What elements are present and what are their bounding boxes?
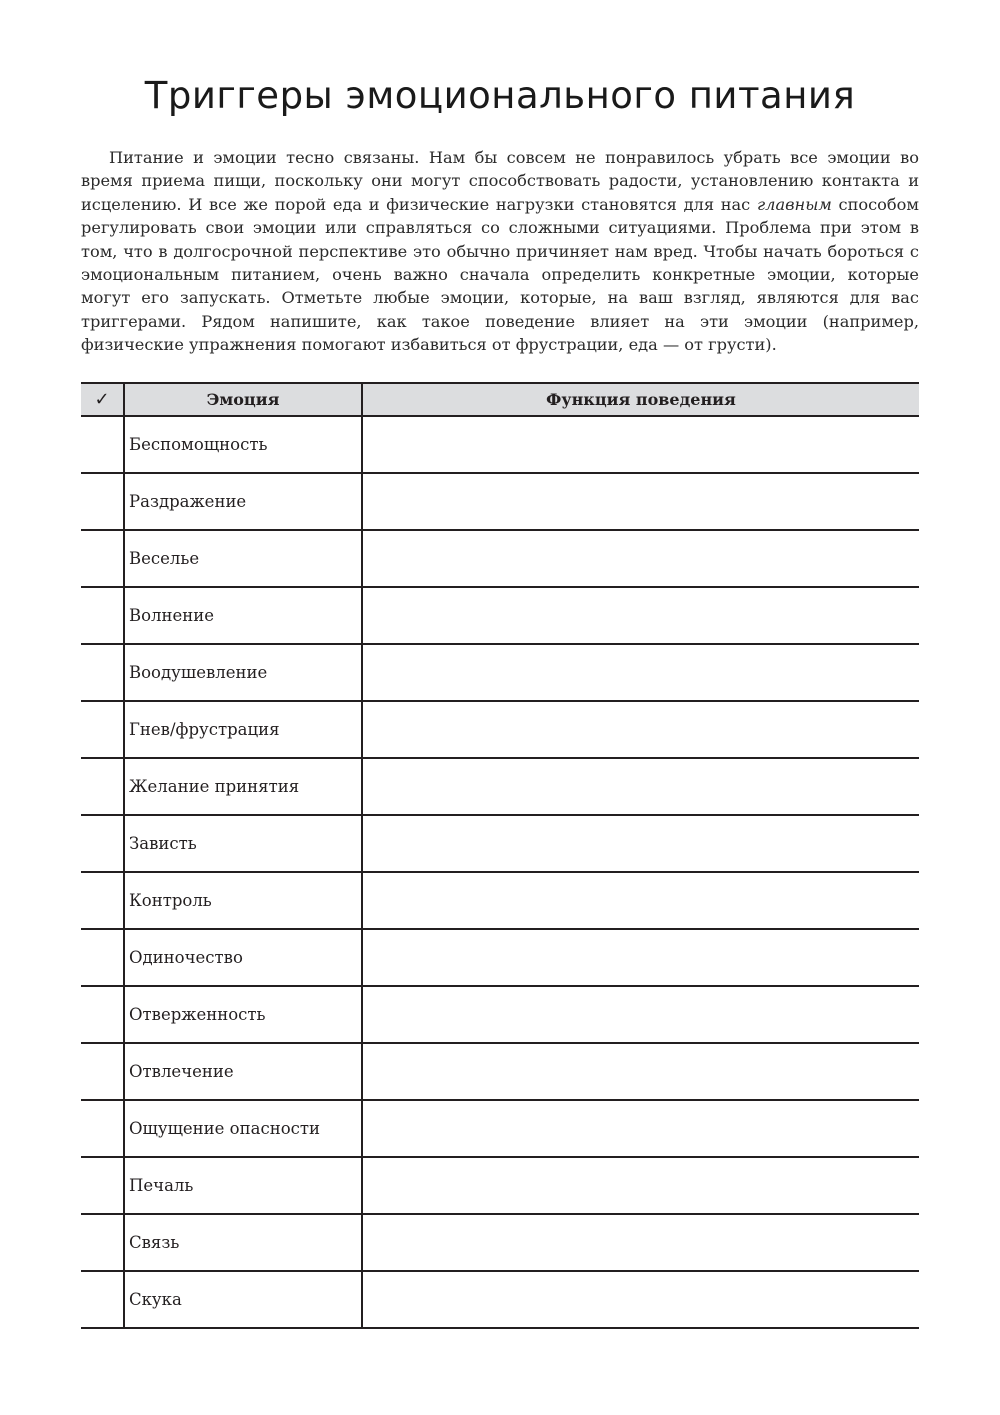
table-row xyxy=(81,1271,919,1328)
table-row xyxy=(81,1043,919,1100)
emotion-cell: Отверженность xyxy=(124,986,362,1043)
emotion-cell: Гнев/фрустрация xyxy=(124,701,362,758)
table-row xyxy=(81,587,919,644)
check-cell[interactable] xyxy=(81,986,124,1043)
check-cell[interactable] xyxy=(81,815,124,872)
function-cell[interactable] xyxy=(362,929,919,986)
function-cell[interactable] xyxy=(362,872,919,929)
check-cell[interactable] xyxy=(81,1271,124,1328)
emotion-cell: Отвлечение xyxy=(124,1043,362,1100)
emotion-cell: Скука xyxy=(124,1271,362,1328)
function-cell[interactable] xyxy=(362,416,919,473)
intro-emphasis: главным xyxy=(756,194,832,214)
header-check xyxy=(81,383,124,416)
table-header-row xyxy=(81,383,919,416)
checkmark-icon: ✓ xyxy=(94,389,110,410)
table-row xyxy=(81,815,919,872)
function-cell[interactable] xyxy=(362,1043,919,1100)
function-cell[interactable] xyxy=(362,644,919,701)
function-cell[interactable] xyxy=(362,701,919,758)
intro-paragraph xyxy=(81,146,919,357)
check-cell[interactable] xyxy=(81,1157,124,1214)
emotion-cell: Волнение xyxy=(124,587,362,644)
check-cell[interactable] xyxy=(81,929,124,986)
check-cell[interactable] xyxy=(81,473,124,530)
table-row xyxy=(81,1157,919,1214)
function-cell[interactable] xyxy=(362,1214,919,1271)
emotion-cell: Связь xyxy=(124,1214,362,1271)
emotion-cell: Ощущение опасности xyxy=(124,1100,362,1157)
check-cell[interactable] xyxy=(81,644,124,701)
check-cell[interactable] xyxy=(81,587,124,644)
header-emotion: Эмоция xyxy=(124,383,362,416)
emotion-cell: Одиночество xyxy=(124,929,362,986)
check-cell[interactable] xyxy=(81,758,124,815)
table-row xyxy=(81,1100,919,1157)
function-cell[interactable] xyxy=(362,587,919,644)
check-cell[interactable] xyxy=(81,701,124,758)
table-row xyxy=(81,701,919,758)
emotion-cell: Веселье xyxy=(124,530,362,587)
table-row xyxy=(81,758,919,815)
emotion-cell: Желание принятия xyxy=(124,758,362,815)
table-row xyxy=(81,530,919,587)
page-title: Триггеры эмоционального питания xyxy=(144,74,856,117)
check-cell[interactable] xyxy=(81,1100,124,1157)
function-cell[interactable] xyxy=(362,815,919,872)
emotion-cell: Контроль xyxy=(124,872,362,929)
intro-text-start: Питание и эмоции тесно связаны. Нам бы совсем не понравилось убрать все эмоции во время приема пищи, поскольку они могут способствовать радости, установлению контакта и исцелению. И все же порой еда и физические нагрузки становятся для нас xyxy=(81,148,919,214)
table-row xyxy=(81,416,919,473)
table-row xyxy=(81,986,919,1043)
table-row xyxy=(81,473,919,530)
emotion-cell: Печаль xyxy=(124,1157,362,1214)
function-cell[interactable] xyxy=(362,530,919,587)
intro-text-end: способом регулировать свои эмоции или справляться со сложными ситуациями. Проблема при этом в том, что в долгосрочной перспективе это обычно причиняет нам вред. Чтобы начать бороться с эмоциональным питанием, очень важно сначала определить конкретные эмоции, которые могут его запускать. Отметьте любые эмоции, которые, на ваш взгляд, являются для вас триггерами. Рядом напишите, как такое поведение влияет на эти эмоции (например, физические упражнения помогают избавиться от фрустрации, еда — от грусти). xyxy=(81,194,919,355)
table-row xyxy=(81,644,919,701)
emotion-triggers-table xyxy=(81,382,919,1329)
emotion-cell: Беспомощность xyxy=(124,416,362,473)
emotion-cell: Воодушевление xyxy=(124,644,362,701)
table-row xyxy=(81,929,919,986)
function-cell[interactable] xyxy=(362,1157,919,1214)
function-cell[interactable] xyxy=(362,1271,919,1328)
table-row xyxy=(81,872,919,929)
emotion-cell: Зависть xyxy=(124,815,362,872)
check-cell[interactable] xyxy=(81,1043,124,1100)
header-function: Функция поведения xyxy=(362,383,919,416)
check-cell[interactable] xyxy=(81,1214,124,1271)
function-cell[interactable] xyxy=(362,473,919,530)
function-cell[interactable] xyxy=(362,758,919,815)
check-cell[interactable] xyxy=(81,530,124,587)
function-cell[interactable] xyxy=(362,1100,919,1157)
check-cell[interactable] xyxy=(81,416,124,473)
check-cell[interactable] xyxy=(81,872,124,929)
emotion-cell: Раздражение xyxy=(124,473,362,530)
function-cell[interactable] xyxy=(362,986,919,1043)
table-row xyxy=(81,1214,919,1271)
